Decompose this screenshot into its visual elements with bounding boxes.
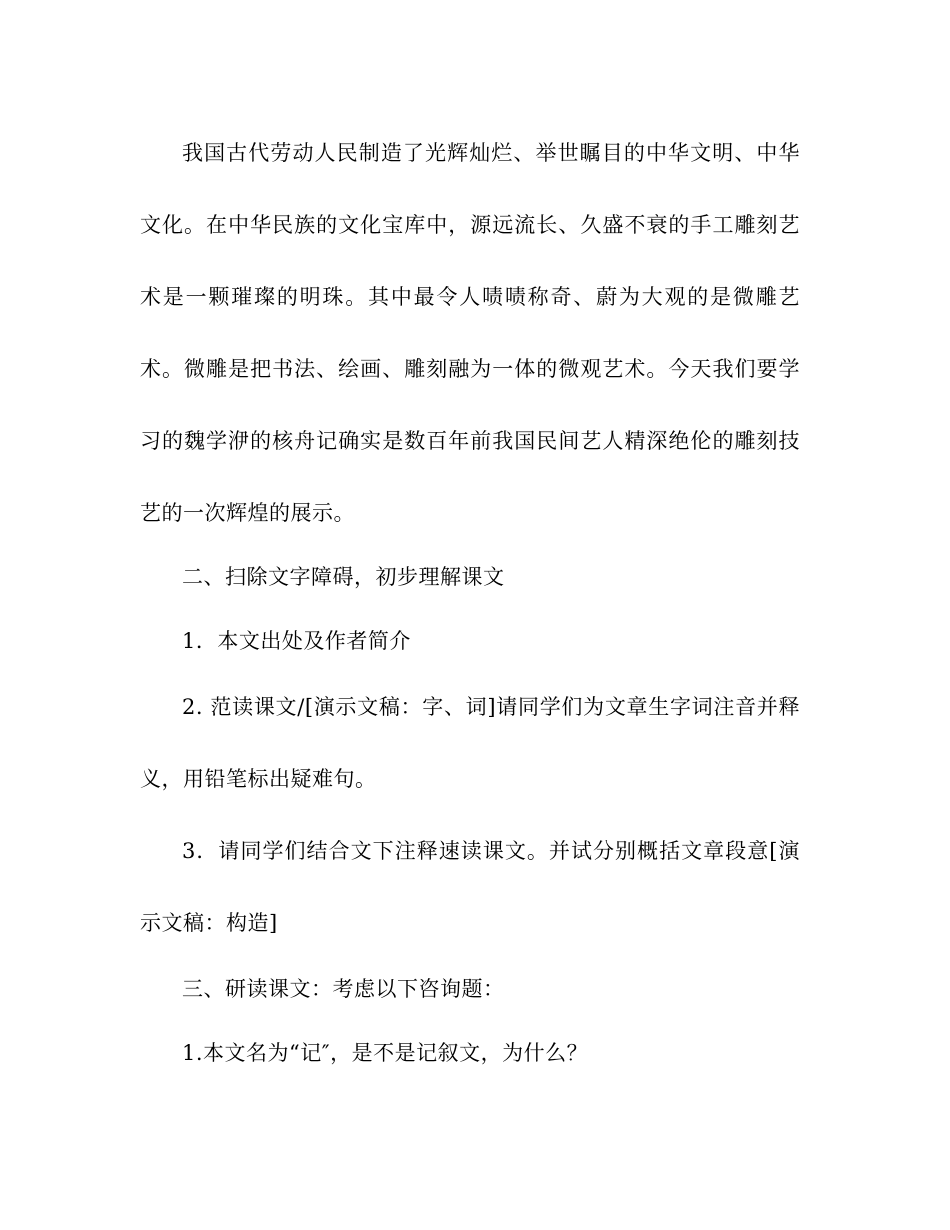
list-item-summary: 3．请同学们结合文下注释速读课文。并试分别概括文章段意[演示文稿：构造] [140,839,800,935]
document-body [140,117,800,1085]
intro-paragraph: 我国古代劳动人民制造了光辉灿烂、举世瞩目的中华文明、中华文化。在中华民族的文化宝库中，源远流长、久盛不衰的手工雕刻艺术是一颗璀璨的明珠。其中最令人啧啧称奇、蔚为大观的是微雕艺术。微雕是把书法、绘画、雕刻融为一体的微观艺术。今天我们要学习的魏学洢的核舟记确实是数百年前我国民间艺人精深绝伦的雕刻技艺的一次辉煌的展示。 [140,141,800,525]
section-heading-3: 三、研读课文：考虑以下咨询题： [182,977,505,1001]
section-heading-2: 二、扫除文字障碍，初步理解课文 [182,565,505,589]
list-item-source: 1．本文出处及作者简介 [182,629,411,653]
question-item-1: 1.本文名为“记″，是不是记叙文，为什么？ [182,1041,589,1065]
list-item-reading: 2. 范读课文/[演示文稿：字、词]请同学们为文章生字词注音并释义，用铅笔标出疑难句。 [140,695,800,791]
